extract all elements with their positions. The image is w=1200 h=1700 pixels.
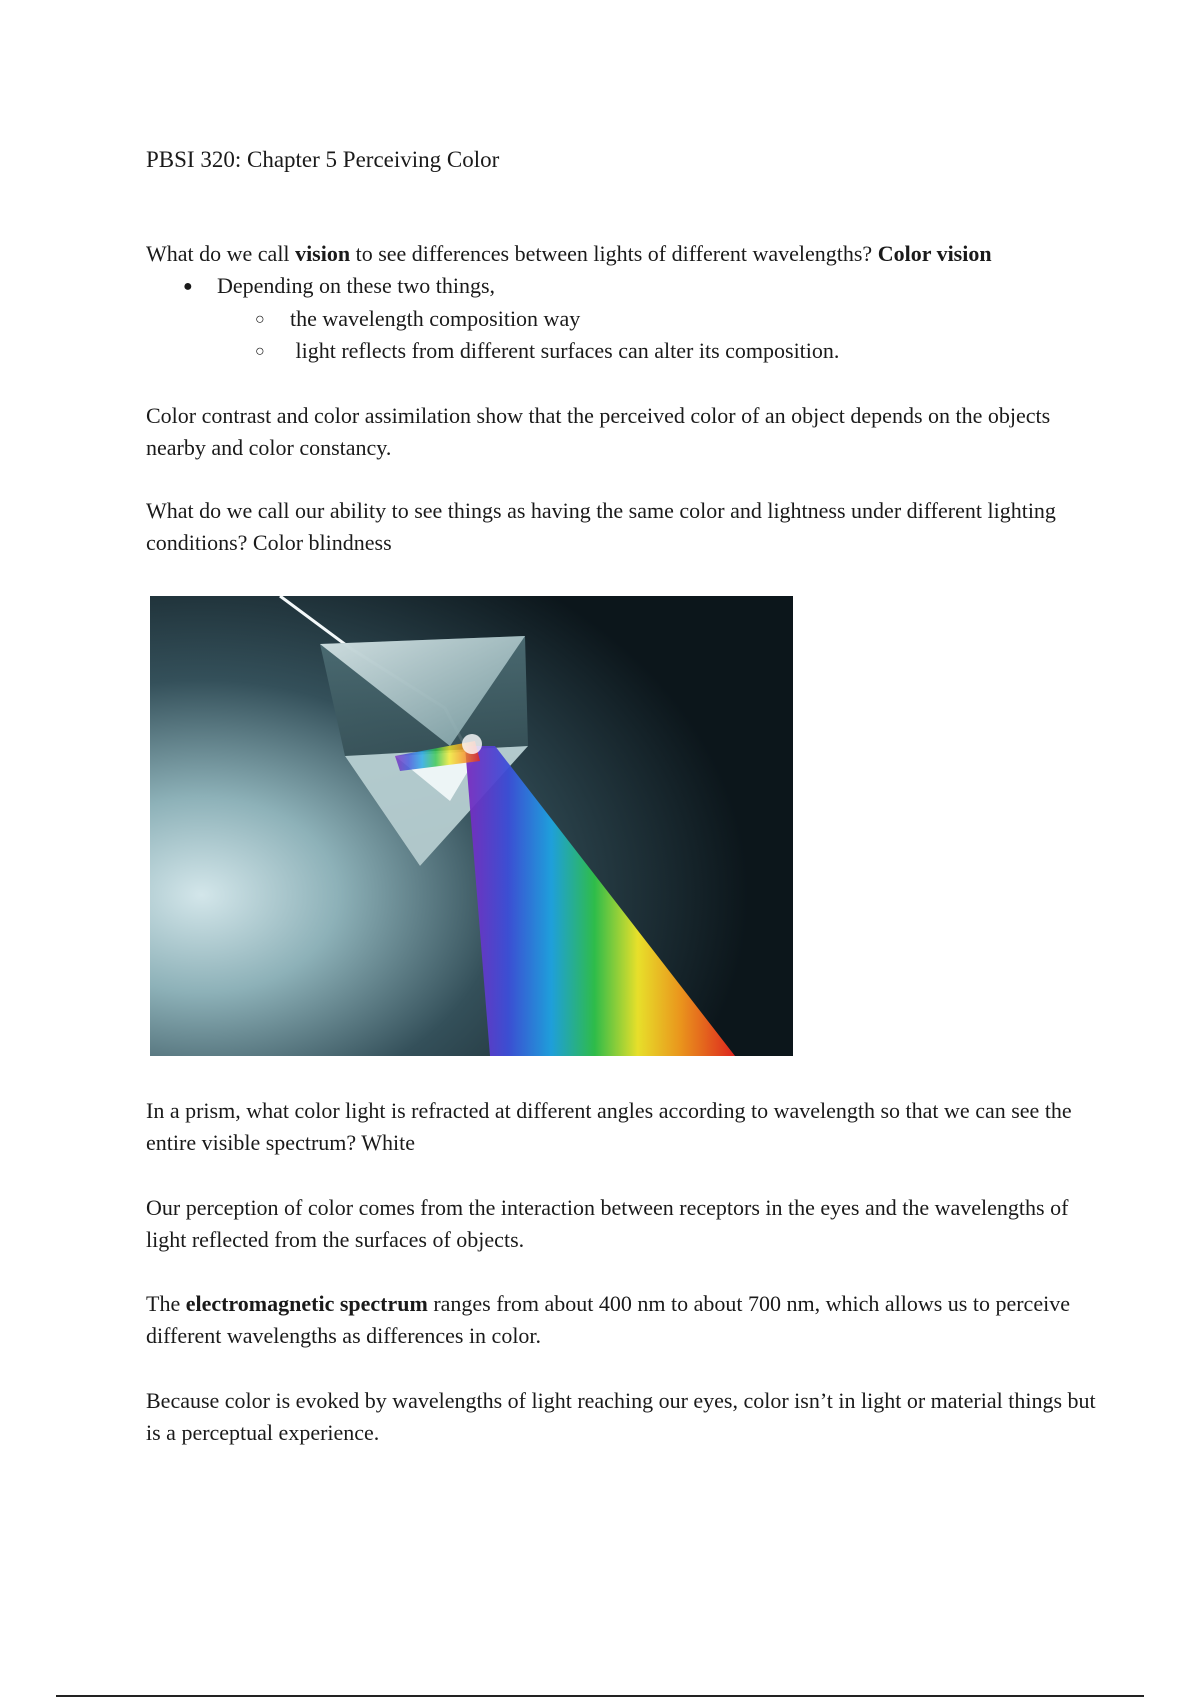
q1-bold-term: vision (295, 241, 351, 266)
hollow-bullet-icon: ○ (255, 343, 265, 360)
question-color-vision (146, 238, 1106, 270)
sub-bullet-text: the wavelength composition way (290, 306, 581, 331)
sub-bullet-item (255, 303, 580, 336)
sub-bullet-item (255, 335, 839, 368)
bullet-dot-icon: ● (183, 278, 193, 295)
paragraph-prism-question: In a prism, what color light is refracted at different angles according to wavelength so that we can see the entire visible spectrum? White (146, 1098, 1072, 1155)
spectrum-text-start: The (146, 1291, 186, 1316)
spectrum-text-end: ranges from about 400 nm to about 700 nm, which allows us to perceive different wavelengths as differences in color. (146, 1291, 1070, 1348)
bullet-text: Depending on these two things, (217, 273, 496, 298)
light-flare (462, 734, 482, 754)
paragraph-color-evoked: Because color is evoked by wavelengths of light reaching our eyes, color isn’t in light or material things but is a perceptual experience. (146, 1388, 1096, 1445)
page-bottom-rule (56, 1695, 1144, 1697)
paragraph-color-contrast: Color contrast and color assimilation show that the perceived color of an object depends on the objects nearby and color constancy. (146, 403, 1051, 460)
q1-text-middle: to see differences between lights of different wavelengths? (350, 241, 878, 266)
paragraph-electromagnetic-spectrum (146, 1288, 1106, 1352)
spectrum-bold-term: electromagnetic spectrum (185, 1291, 428, 1316)
q1-bold-answer: Color vision (877, 241, 992, 266)
q1-text-start: What do we call (146, 241, 296, 266)
prism-illustration (150, 596, 793, 1056)
prism-image (150, 596, 793, 1056)
paragraph-color-constancy-question: What do we call our ability to see things as having the same color and lightness under different lighting conditions? Color blindness (146, 498, 1056, 555)
bullet-item (183, 270, 495, 303)
sub-bullet-text: light reflects from different surfaces can alter its composition. (290, 338, 840, 363)
hollow-bullet-icon: ○ (255, 311, 265, 328)
document-title: PBSI 320: Chapter 5 Perceiving Color (146, 147, 500, 172)
paragraph-perception: Our perception of color comes from the interaction between receptors in the eyes and the wavelengths of light reflected from the surfaces of objects. (146, 1195, 1069, 1252)
